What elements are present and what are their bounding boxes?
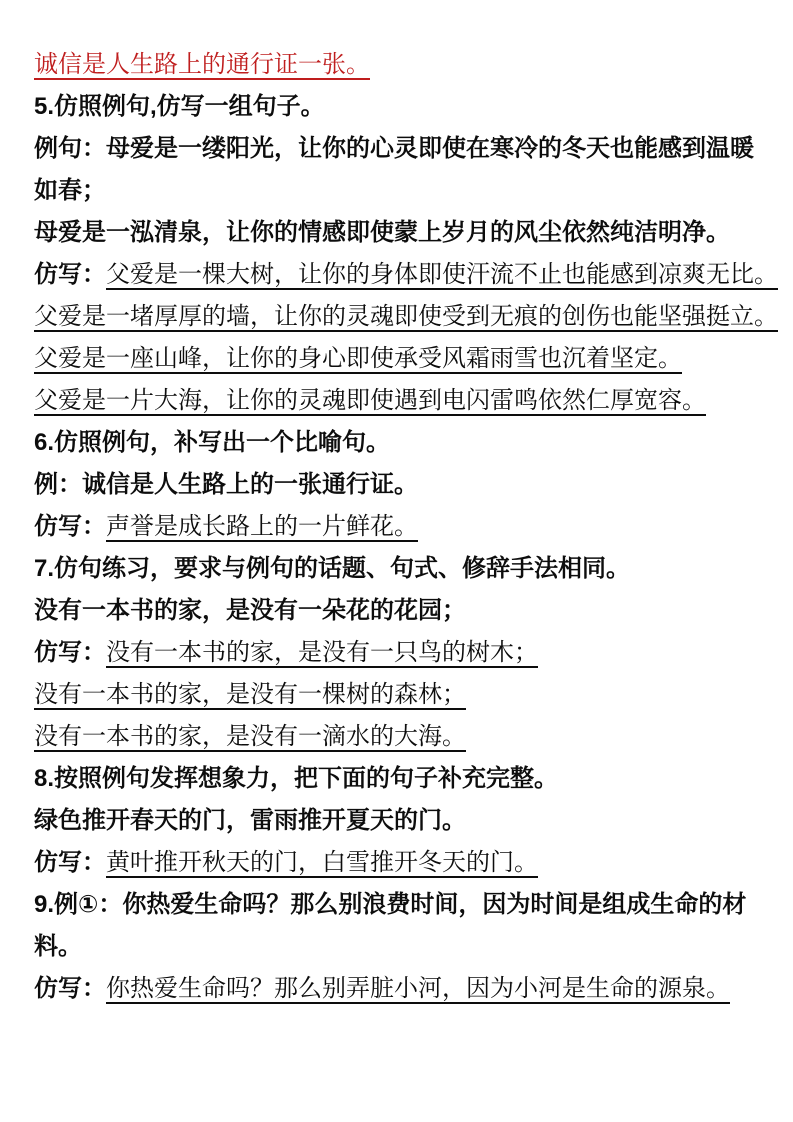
question-text-line: [34, 212, 777, 254]
line-text: 如春；: [34, 177, 106, 204]
line-text: 7.仿句练习，要求与例句的话题、句式、修辞手法相同。: [34, 555, 631, 582]
question-text-line: [34, 926, 777, 968]
question-text-line: [34, 758, 777, 800]
line-text: 没有一本书的家，是没有一朵花的花园；: [34, 597, 466, 624]
question-text-line: [34, 548, 777, 590]
document-body: [34, 44, 777, 1010]
line-text: 没有一本书的家，是没有一滴水的大海。: [34, 723, 466, 750]
answer-text: 你热爱生命吗？那么别弄脏小河，因为小河是生命的源泉。: [106, 975, 730, 1002]
question-text-line: [34, 128, 777, 170]
answer-text: 声誉是成长路上的一片鲜花。: [106, 513, 418, 540]
answer-line: [34, 338, 777, 380]
answer-label: 仿写：: [34, 639, 106, 666]
question-text-line: [34, 464, 777, 506]
answer-text: 黄叶推开秋天的门，白雪推开冬天的门。: [106, 849, 538, 876]
answer-line: [34, 674, 777, 716]
line-text: 父爱是一堵厚厚的墙，让你的灵魂即使受到无痕的创伤也能坚强挺立。: [34, 303, 778, 330]
line-text: 绿色推开春天的门，雷雨推开夏天的门。: [34, 807, 466, 834]
answer-line: [34, 506, 777, 548]
line-text: 料。: [34, 933, 82, 960]
answer-line: [34, 968, 777, 1010]
line-text: 9.例①：你热爱生命吗？那么别浪费时间，因为时间是组成生命的材: [34, 891, 747, 918]
question-text-line: [34, 170, 777, 212]
question-text-line: [34, 86, 777, 128]
answer-line: [34, 296, 777, 338]
answer-line: [34, 380, 777, 422]
line-text: 8.按照例句发挥想象力，把下面的句子补充完整。: [34, 765, 559, 792]
line-text: 例句：母爱是一缕阳光，让你的心灵即使在寒冷的冬天也能感到温暖: [34, 135, 754, 162]
line-text: 没有一本书的家，是没有一棵树的森林；: [34, 681, 466, 708]
question-text-line: [34, 590, 777, 632]
answer-line: [34, 842, 777, 884]
answer-line: [34, 632, 777, 674]
question-text-line: [34, 422, 777, 464]
question-text-line: [34, 800, 777, 842]
line-text: 父爱是一座山峰，让你的身心即使承受风霜雨雪也沉着坚定。: [34, 345, 682, 372]
answer-label: 仿写：: [34, 261, 106, 288]
answer-text: 没有一本书的家，是没有一只鸟的树木；: [106, 639, 538, 666]
line-text: 母爱是一泓清泉，让你的情感即使蒙上岁月的风尘依然纯洁明净。: [34, 219, 730, 246]
line-text: 父爱是一片大海，让你的灵魂即使遇到电闪雷鸣依然仁厚宽容。: [34, 387, 706, 414]
answer-label: 仿写：: [34, 513, 106, 540]
answer-label: 仿写：: [34, 975, 106, 1002]
answer-line: [34, 716, 777, 758]
question-text-line: [34, 884, 777, 926]
answer-line: [34, 254, 777, 296]
line-text: 5.仿照例句,仿写一组句子。: [34, 93, 325, 120]
answer-label: 仿写：: [34, 849, 106, 876]
line-text: 例：诚信是人生路上的一张通行证。: [34, 471, 418, 498]
answer-text: 父爱是一棵大树，让你的身体即使汗流不止也能感到凉爽无比。: [106, 261, 778, 288]
line-text: 诚信是人生路上的通行证一张。: [34, 51, 370, 78]
line-text: 6.仿照例句，补写出一个比喻句。: [34, 429, 391, 456]
answer-line-red: [34, 44, 777, 86]
